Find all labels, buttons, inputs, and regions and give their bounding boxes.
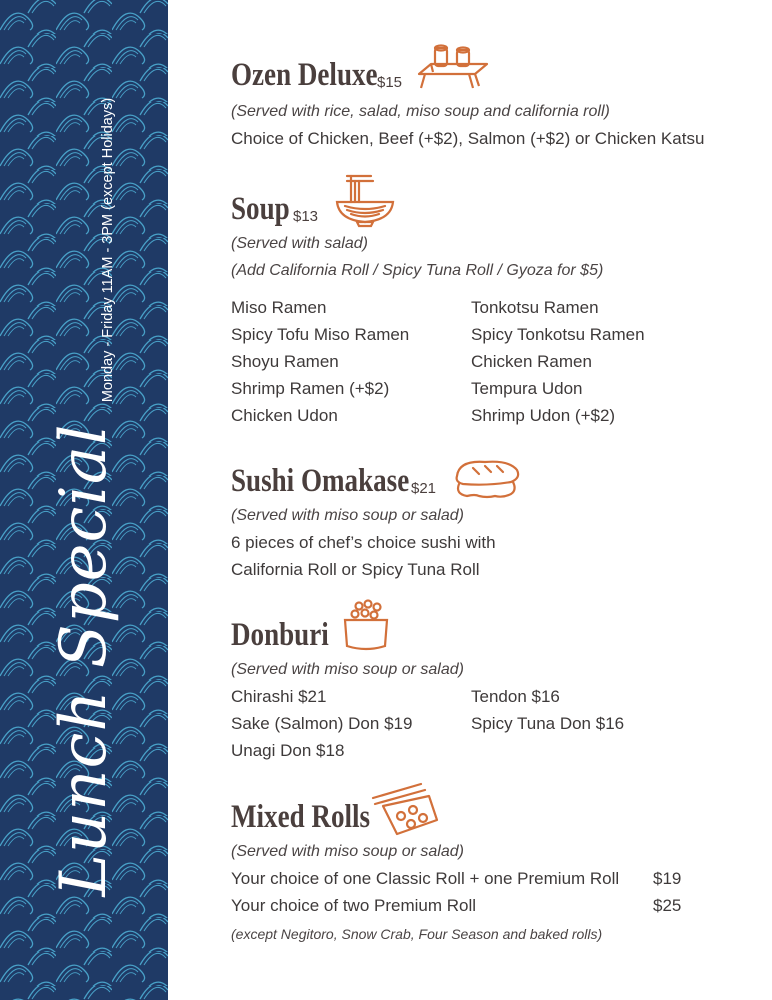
- menu-item: Chicken Udon: [231, 406, 338, 425]
- menu-item: Spicy Tonkotsu Ramen: [471, 325, 645, 344]
- menu-column-right: [471, 683, 711, 764]
- section-donburi: [231, 604, 732, 764]
- section-mixed-rolls: [231, 786, 732, 945]
- roll-footnote: (except Negitoro, Snow Crab, Four Season and baked rolls): [231, 926, 603, 942]
- section-description: Choice of Chicken, Beef (+$2), Salmon (+$2) or Chicken Katsu: [231, 129, 705, 148]
- section-price: $21: [411, 480, 437, 497]
- menu-item: Tendon $16: [471, 687, 560, 706]
- section-title: Ozen Deluxe: [231, 57, 378, 93]
- section-title: Mixed Rolls: [231, 799, 371, 835]
- banner-hours: Monday - Friday 11AM - 3PM (except Holidays): [100, 97, 116, 403]
- section-ozen-deluxe: [231, 44, 732, 152]
- roll-option-price: $25: [653, 896, 682, 915]
- section-note: (Served with miso soup or salad): [231, 507, 464, 524]
- section-note: (Served with miso soup or salad): [231, 843, 464, 860]
- menu-column-left: [231, 683, 471, 764]
- menu-item: Shrimp Udon (+$2): [471, 406, 616, 425]
- sushi-roll-chopsticks-icon: [371, 782, 441, 836]
- roll-option-price: $19: [653, 869, 682, 888]
- menu-item: Tonkotsu Ramen: [471, 298, 599, 317]
- menu-item: Sake (Salmon) Don $19: [231, 714, 413, 733]
- ramen-bowl-icon: [333, 172, 397, 228]
- banner-title: Lunch Special: [47, 423, 121, 897]
- roll-option-text: Your choice of two Premium Roll: [231, 896, 477, 915]
- section-note-addon: (Add California Roll / Spicy Tuna Roll / Gyoza for $5): [231, 262, 604, 279]
- section-description: California Roll or Spicy Tuna Roll: [231, 560, 480, 579]
- section-soup: [231, 178, 732, 429]
- menu-item: Miso Ramen: [231, 298, 327, 317]
- roll-option-row: [231, 865, 732, 892]
- menu-item: Shoyu Ramen: [231, 352, 339, 371]
- section-note: (Served with rice, salad, miso soup and california roll): [231, 103, 610, 120]
- section-description: 6 pieces of chef’s choice sushi with: [231, 533, 496, 552]
- sushi-tray-icon: [417, 42, 489, 94]
- menu-item: Spicy Tuna Don $16: [471, 714, 625, 733]
- menu-item: Chirashi $21: [231, 687, 327, 706]
- roll-option-row: [231, 892, 732, 919]
- rice-bowl-icon: [341, 598, 391, 654]
- menu-item: Chicken Ramen: [471, 352, 592, 371]
- section-price: $13: [293, 208, 319, 225]
- section-title: Sushi Omakase: [231, 463, 410, 499]
- section-note: (Served with salad): [231, 235, 368, 252]
- section-sushi-omakase: [231, 450, 732, 583]
- menu-item: Tempura Udon: [471, 379, 583, 398]
- section-price: $15: [377, 74, 403, 91]
- roll-option-text: Your choice of one Classic Roll + one Premium Roll: [231, 869, 620, 888]
- section-title: Donburi: [231, 617, 329, 653]
- menu-item: Spicy Tofu Miso Ramen: [231, 325, 410, 344]
- menu-item: Shrimp Ramen (+$2): [231, 379, 390, 398]
- section-title: Soup: [231, 191, 290, 227]
- side-banner: [0, 0, 168, 1000]
- menu-column-left: [231, 294, 471, 429]
- menu-column-right: [471, 294, 711, 429]
- nigiri-icon: [451, 454, 523, 500]
- section-note: (Served with miso soup or salad): [231, 661, 464, 678]
- menu-item: Unagi Don $18: [231, 741, 345, 760]
